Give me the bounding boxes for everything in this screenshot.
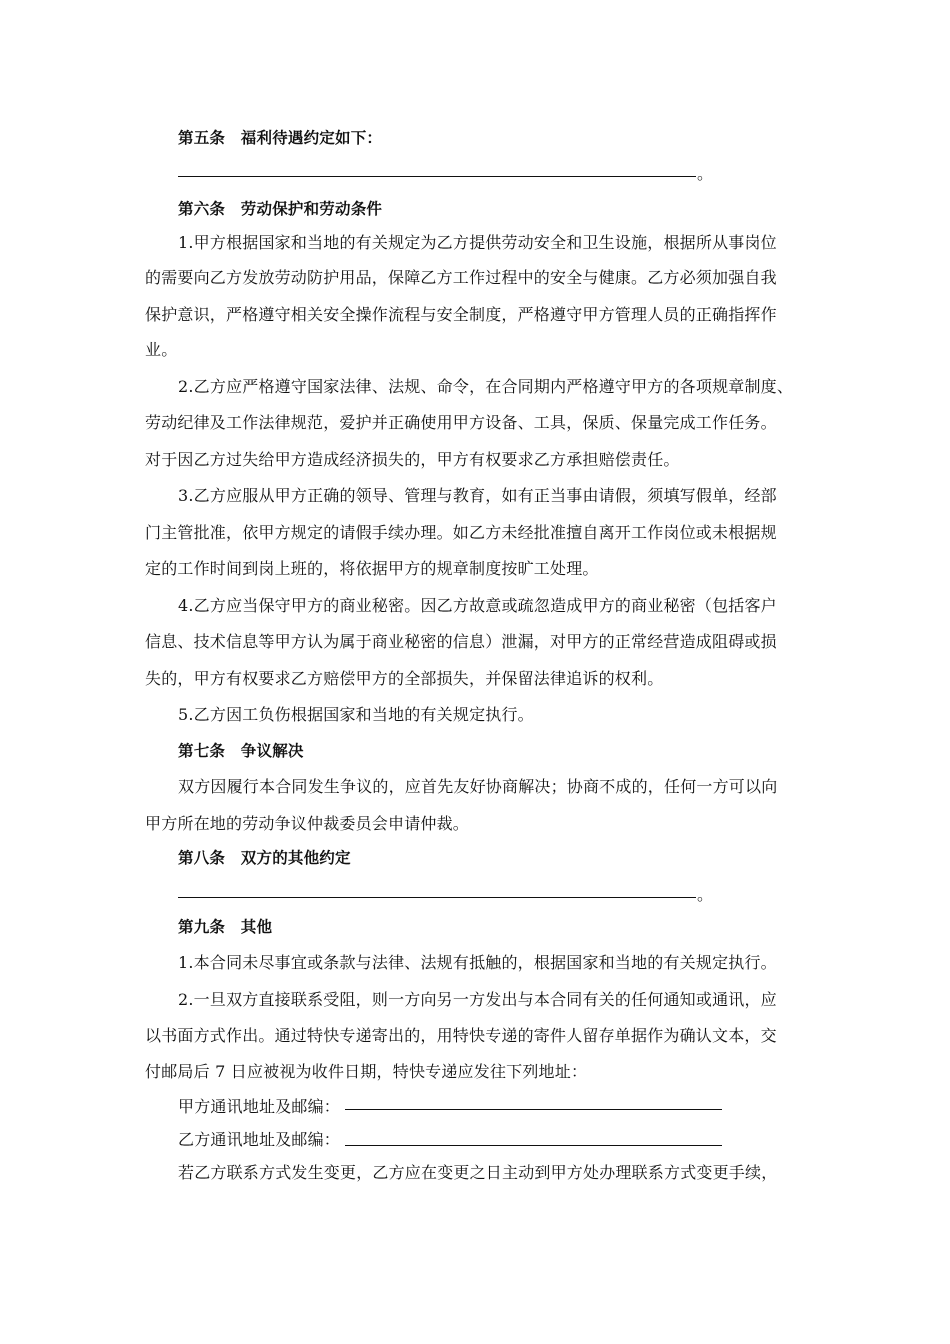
article6-heading: 第六条 劳动保护和劳动条件 <box>178 200 383 218</box>
article9-p1: 1.本合同未尽事宜或条款与法律、法规有抵触的，根据国家和当地的有关规定执行。 <box>178 953 777 972</box>
article7-p1-line2: 甲方所在地的劳动争议仲裁委员会申请仲裁。 <box>145 814 470 833</box>
party-a-address-field[interactable] <box>345 1109 722 1110</box>
party-a-address-label: 甲方通讯地址及邮编： <box>178 1097 341 1116</box>
article6-p1-line2: 的需要向乙方发放劳动防护用品，保障乙方工作过程中的安全与健康。乙方必须加强自我 <box>145 268 777 287</box>
article9-heading: 第九条 其他 <box>178 918 273 936</box>
article6-p1-line4: 业。 <box>145 340 178 359</box>
article7-p1-line1: 双方因履行本合同发生争议的，应首先友好协商解决；协商不成的，任何一方可以向 <box>178 777 778 796</box>
article6-p3-line3: 定的工作时间到岗上班的，将依据甲方的规章制度按旷工处理。 <box>145 559 599 578</box>
article6-p5: 5.乙方因工负伤根据国家和当地的有关规定执行。 <box>178 705 534 724</box>
article8-blank-end: 。 <box>697 885 714 904</box>
article6-p2-line1: 2.乙方应严格遵守国家法律、法规、命令，在合同期内严格遵守甲方的各项规章制度、 <box>178 377 794 396</box>
article6-p4-line3: 失的，甲方有权要求乙方赔偿甲方的全部损失，并保留法律追诉的权利。 <box>145 669 664 688</box>
article9-p2-line3: 付邮局后 7 日应被视为收件日期，特快专递应发往下列地址： <box>145 1062 588 1081</box>
article6-p2-line2: 劳动纪律及工作法律规范，爱护并正确使用甲方设备、工具，保质、保量完成工作任务。 <box>145 413 777 432</box>
article9-p2-line1: 2.一旦双方直接联系受阻，则一方向另一方发出与本合同有关的任何通知或通讯，应 <box>178 990 777 1009</box>
article6-p4-line2: 信息、技术信息等甲方认为属于商业秘密的信息）泄漏，对甲方的正常经营造成阻碍或损 <box>145 632 777 651</box>
article6-p1-line3: 保护意识，严格遵守相关安全操作流程与安全制度，严格遵守甲方管理人员的正确指挥作 <box>145 305 777 324</box>
article8-heading: 第八条 双方的其他约定 <box>178 849 351 867</box>
article6-p1-line1: 1.甲方根据国家和当地的有关规定为乙方提供劳动安全和卫生设施，根据所从事岗位 <box>178 233 777 252</box>
party-b-address-label: 乙方通讯地址及邮编： <box>178 1130 341 1149</box>
article9-p3: 若乙方联系方式发生变更，乙方应在变更之日主动到甲方处办理联系方式变更手续， <box>178 1163 778 1182</box>
article6-p4-line1: 4.乙方应当保守甲方的商业秘密。因乙方故意或疏忽造成甲方的商业秘密（包括客户 <box>178 596 777 615</box>
party-b-address-field[interactable] <box>345 1145 722 1146</box>
article5-blank-end: 。 <box>697 164 714 183</box>
article5-heading: 第五条 福利待遇约定如下： <box>178 129 383 147</box>
article5-blank-line <box>178 176 696 177</box>
article9-p2-line2: 以书面方式作出。通过特快专递寄出的，用特快专递的寄件人留存单据作为确认文本，交 <box>145 1026 777 1045</box>
article6-p2-line3: 对于因乙方过失给甲方造成经济损失的，甲方有权要求乙方承担赔偿责任。 <box>145 450 680 469</box>
article6-p3-line2: 门主管批准，依甲方规定的请假手续办理。如乙方未经批准擅自离开工作岗位或未根据规 <box>145 523 777 542</box>
article8-blank-line <box>178 897 696 898</box>
article7-heading: 第七条 争议解决 <box>178 742 304 760</box>
article6-p3-line1: 3.乙方应服从甲方正确的领导、管理与教育，如有正当事由请假，须填写假单，经部 <box>178 486 777 505</box>
